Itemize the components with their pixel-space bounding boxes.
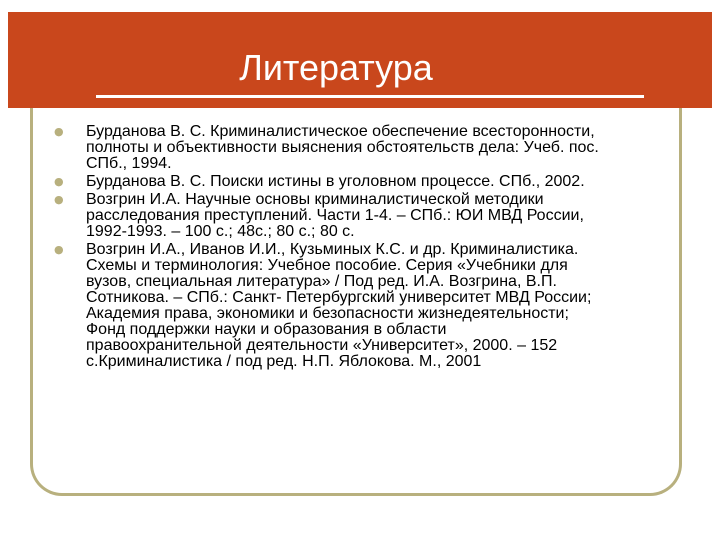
title-underline [96,95,644,98]
list-item-text: Возгрин И.А. Научные основы криминалистической методики расследования преступлений. Части 1-4. – СПб.: ЮИ МВД России, 1992-1993. – 100 с.; 48с.; 80 с.; 80 с. [86,191,584,240]
list-item-text: Бурданова В. С. Криминалистическое обеспечение всесторонности, полноты и объективности выяснения обстоятельств дела: Учеб. пос. СПб., 1994. [86,123,599,172]
title-bar [8,12,712,108]
bullet-icon: ● [54,193,64,206]
list-item-text: Бурданова В. С. Поиски истины в уголовном процессе. СПб., 2002. [86,173,585,190]
bullet-icon: ● [54,125,64,138]
list-item [52,124,667,172]
list-item [52,242,667,370]
bullet-icon: ● [54,175,64,188]
list-item-text: Возгрин И.А., Иванов И.И., Кузьминых К.С. и др. Криминалистика. Схемы и терминология: Учебное пособие. Серия «Учебники для вузов, специальная литература» / Под ред. И.А. Возгрина, В.П. Сотникова. – СПб.: Санкт- Петербургский университет МВД России; Академия права, экономики и безопасности жизнедеятельности; Фонд поддержки науки и образования в области правоохранительной деятельности «Университет», 2000. – 152 с.Криминалистика / под ред. Н.П. Яблокова. М., 2001 [86,241,592,370]
list-item [52,192,667,240]
slide-title: Литература [239,47,433,88]
bibliography-list [52,124,667,372]
bullet-icon: ● [54,243,64,256]
list-item [52,174,667,190]
